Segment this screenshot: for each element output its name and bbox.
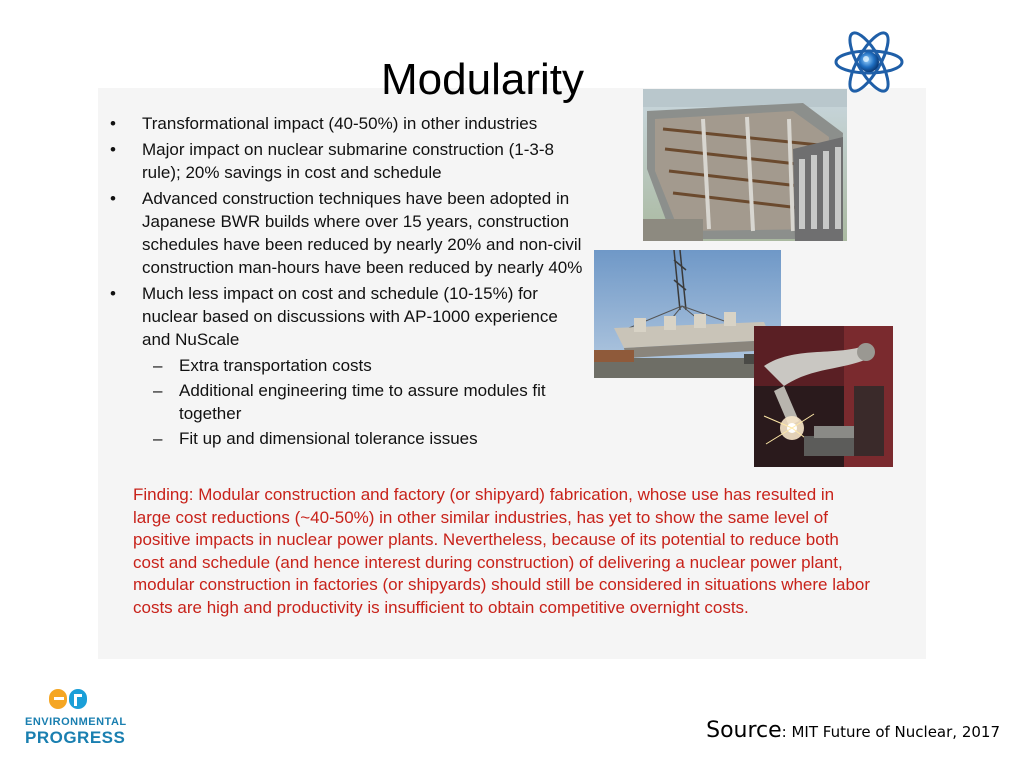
crane-lifting-module-photo	[594, 250, 781, 378]
source-citation	[706, 718, 1000, 743]
bullet-text: Transformational impact (40-50%) in other industries	[142, 114, 538, 133]
sub-bullet-marker: –	[153, 381, 163, 400]
bullet-marker: •	[110, 189, 116, 208]
bullet-marker: •	[110, 284, 116, 303]
environmental-progress-logo	[25, 688, 127, 748]
bullet-item	[110, 187, 590, 279]
bullet-text: Major impact on nuclear submarine construction (1-3-8 rule); 20% savings in cost and schedule	[142, 140, 554, 182]
slide-title: Modularity	[381, 55, 584, 104]
logo-text-environmental: ENVIRONMENTAL	[25, 716, 127, 728]
environmental-progress-logo-icon	[48, 688, 88, 710]
sub-bullet-text: Fit up and dimensional tolerance issues	[179, 429, 478, 448]
bullet-item	[110, 282, 590, 351]
bullet-marker: •	[110, 140, 116, 159]
bullet-marker: •	[110, 114, 116, 133]
sub-bullet-marker: –	[153, 356, 163, 375]
logo-text-progress: PROGRESS	[25, 728, 126, 747]
sub-bullet-item	[110, 379, 590, 425]
sub-bullet-text: Additional engineering time to assure modules fit together	[179, 381, 546, 423]
bullet-item	[110, 138, 590, 184]
robotic-welding-photo	[754, 326, 893, 467]
sub-bullet-marker: –	[153, 429, 163, 448]
finding-text: Finding: Modular construction and factory (or shipyard) fabrication, whose use has resulted in large cost reductions (~40-50%) in other similar industries, has yet to show the same level of positive impacts in nuclear power plants. Nevertheless, because of its potential to reduce both cost and schedule (and hence interest during construction) of delivering a nuclear power plant, modular construction in factories (or shipyards) should still be considered in situations where labor costs are high and productivity is insufficient to obtain competitive overnight costs.	[133, 485, 871, 617]
modular-building-aerial-photo	[643, 89, 847, 241]
sub-bullet-item	[110, 354, 590, 377]
source-text: : MIT Future of Nuclear, 2017	[781, 723, 1000, 741]
sub-bullet-text: Extra transportation costs	[179, 356, 372, 375]
sub-bullet-item	[110, 427, 590, 450]
source-label: Source	[706, 718, 782, 743]
bullet-text: Advanced construction techniques have been adopted in Japanese BWR builds where over 15 years, construction schedules have been reduced by nearly 20% and non-civil construction man-hours have been reduced by nearly 40%	[142, 189, 583, 277]
bullet-list	[110, 112, 590, 452]
bullet-item	[110, 112, 590, 135]
bullet-text: Much less impact on cost and schedule (10-15%) for nuclear based on discussions with AP-1000 experience and NuScale	[142, 284, 558, 349]
